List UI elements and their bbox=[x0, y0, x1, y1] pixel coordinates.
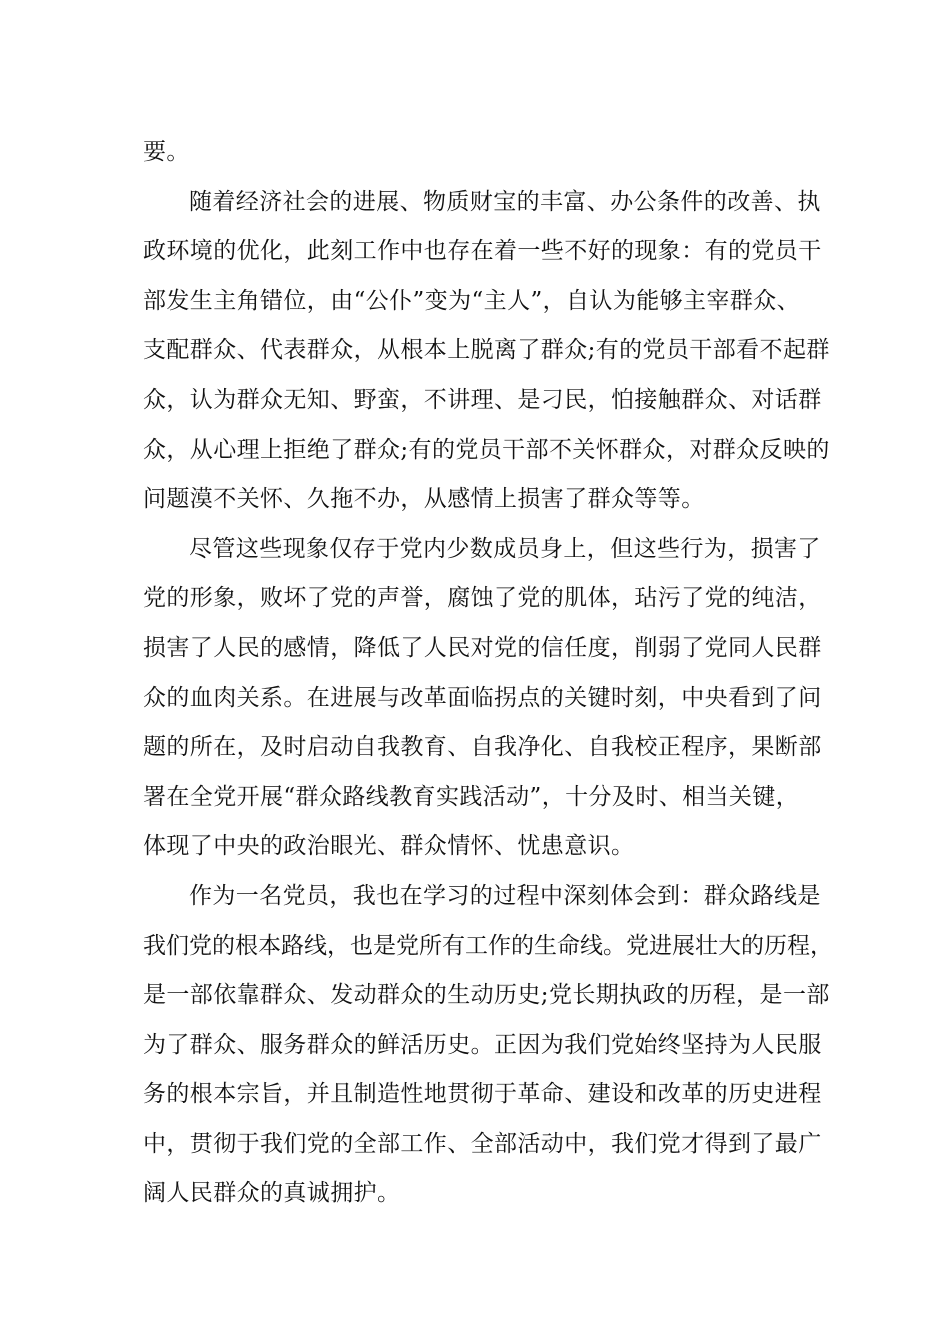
text-line: 阔人民群众的真诚拥护。 bbox=[143, 1180, 401, 1207]
text-line: 为了群众、服务群众的鲜活历史。正因为我们党始终坚持为人民服 bbox=[143, 1031, 822, 1058]
text-line: 损害了人民的感情，降低了人民对党的信任度，削弱了党同人民群 bbox=[143, 634, 822, 661]
document-body bbox=[143, 128, 843, 1219]
text-line: 政环境的优化，此刻工作中也存在着一些不好的现象：有的党员干 bbox=[143, 238, 822, 265]
text-line: 问题漠不关怀、久拖不办，从感情上损害了群众等等。 bbox=[143, 486, 705, 513]
text-line: 是一部依靠群众、发动群众的生动历史;党长期执政的历程，是一部 bbox=[143, 982, 830, 1009]
text-line: 署在全党开展“群众路线教育实践活动”，十分及时、相当关键， bbox=[143, 783, 800, 810]
text-line: 务的根本宗旨，并且制造性地贯彻于革命、建设和改革的历史进程 bbox=[143, 1081, 822, 1108]
text-line: 众，认为群众无知、野蛮，不讲理、是刁民，怕接触群众、对话群 bbox=[143, 386, 822, 413]
text-line: 部发生主角错位，由“公仆”变为“主人”，自认为能够主宰群众、 bbox=[143, 287, 801, 314]
text-line: 要。 bbox=[143, 139, 190, 165]
text-line: 众，从心理上拒绝了群众;有的党员干部不关怀群众，对群众反映的 bbox=[143, 436, 830, 463]
text-line: 作为一名党员，我也在学习的过程中深刻体会到：群众路线是 bbox=[189, 882, 821, 909]
text-line: 随着经济社会的进展、物质财宝的丰富、办公条件的改善、执 bbox=[189, 188, 821, 215]
text-line: 尽管这些现象仅存于党内少数成员身上，但这些行为，损害了 bbox=[189, 535, 821, 562]
text-line: 支配群众、代表群众，从根本上脱离了群众;有的党员干部看不起群 bbox=[143, 337, 830, 364]
text-line: 题的所在，及时启动自我教育、自我净化、自我校正程序，果断部 bbox=[143, 734, 822, 761]
text-line: 我们党的根本路线，也是党所有工作的生命线。党进展壮大的历程， bbox=[143, 932, 833, 959]
text-line: 中，贯彻于我们党的全部工作、全部活动中，我们党才得到了最广 bbox=[143, 1130, 822, 1157]
text-line: 众的血肉关系。在进展与改革面临拐点的关键时刻，中央看到了问 bbox=[143, 684, 822, 711]
text-line: 体现了中央的政治眼光、群众情怀、忧患意识。 bbox=[143, 833, 635, 860]
text-line: 党的形象，败坏了党的声誉，腐蚀了党的肌体，玷污了党的纯洁， bbox=[143, 585, 822, 612]
